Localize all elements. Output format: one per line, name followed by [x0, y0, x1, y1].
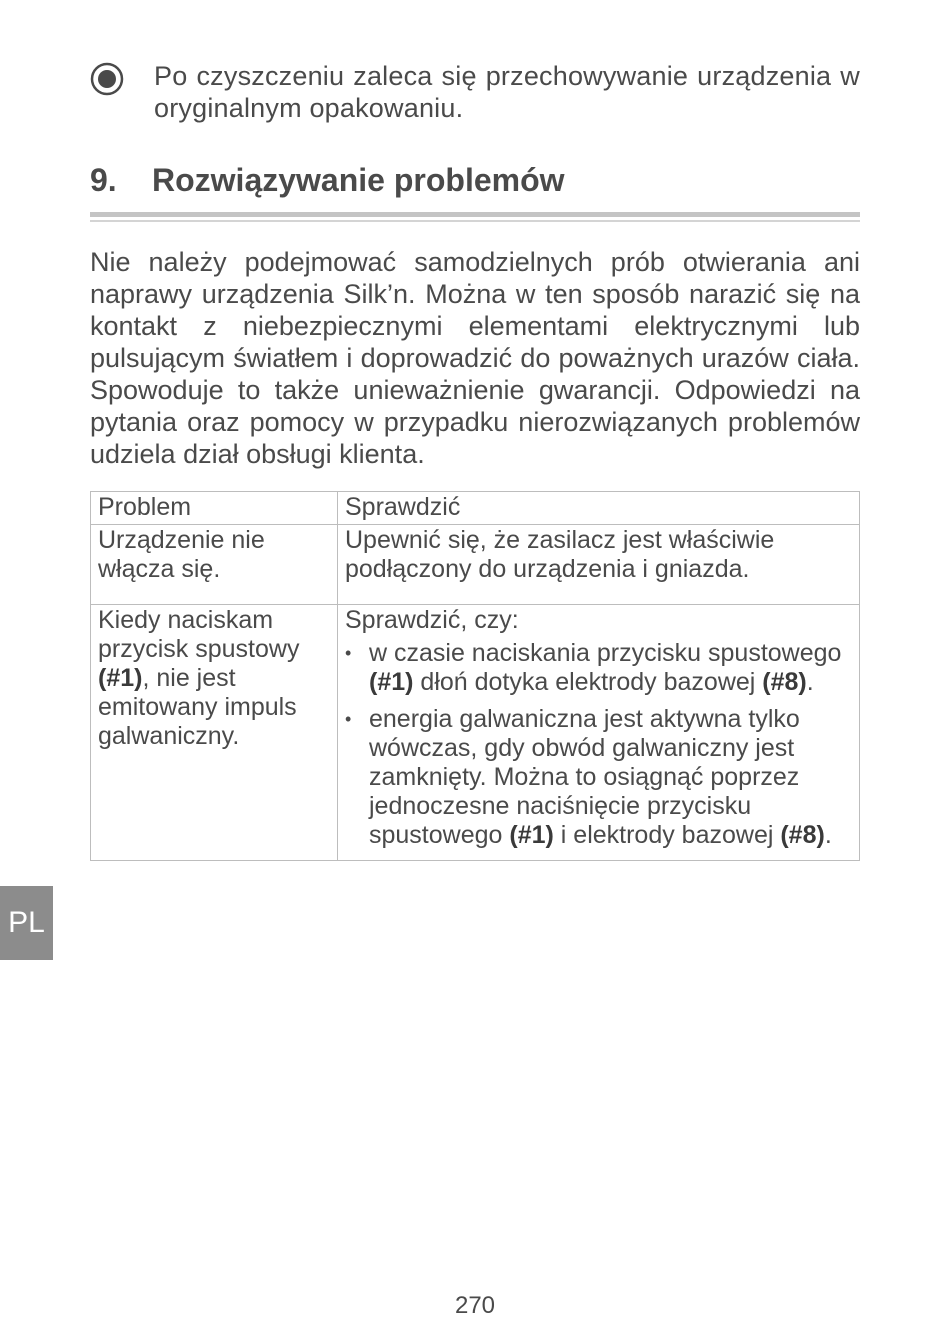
table-row — [91, 605, 860, 861]
check-list — [345, 639, 852, 850]
part-ref: (#8) — [762, 668, 807, 696]
header-problem: Problem — [91, 492, 338, 525]
bullet-text: w czasie naciskania przycisku spustowego — [369, 639, 842, 667]
check-cell: Upewnić się, że zasilacz jest właściwie podłączony do urządzenia i gniazda. — [338, 525, 860, 605]
intro-paragraph: Nie należy podejmować samodzielnych prób otwierania ani naprawy urządzenia Silk’n. Można w ten sposób narazić się na kontakt z niebezpiecznymi elementami elektrycznymi lub pulsującym światłem i doprowadzić do poważnych urazów ciała. Spowoduje to także unieważnienie gwarancji. Odpowiedzi na pytania oraz pomocy w przypadku nierozwiązanych problemów udziela dział obsługi klienta. — [90, 247, 860, 469]
bullet-text: . — [824, 821, 832, 849]
list-item — [345, 705, 852, 850]
storage-note-text: Po czyszczeniu zaleca się przechowywanie urządzenia w oryginalnym opakowaniu. — [154, 61, 860, 123]
problem-cell: Urządzenie nie włącza się. — [91, 525, 338, 605]
check-cell — [338, 605, 860, 861]
table-header-row — [91, 492, 860, 525]
part-ref: (#1) — [98, 664, 143, 692]
problem-text: , nie jest emitowany impuls galwaniczny. — [98, 664, 297, 750]
part-ref: (#8) — [780, 821, 825, 849]
table-row — [91, 525, 860, 605]
troubleshooting-table — [90, 491, 860, 861]
part-ref: (#1) — [509, 821, 554, 849]
bullet-text: dłoń dotyka elektrody bazowej — [413, 668, 763, 696]
radio-target-icon — [90, 62, 124, 96]
list-item — [345, 639, 852, 697]
section-title: Rozwiązywanie problemów — [152, 162, 565, 198]
bullet-text: energia galwaniczna jest aktywna tylko wówczas, gdy obwód galwaniczny jest zamknięty. Można to osiągnąć poprzez jednoczesne naciśnięcie przycisku spustowego — [369, 705, 800, 849]
section-heading — [90, 162, 860, 199]
problem-cell — [91, 605, 338, 861]
heading-rule-thin — [90, 220, 860, 222]
language-tab: PL — [0, 886, 53, 960]
problem-text: Kiedy naciskam przycisk spustowy — [98, 606, 300, 663]
check-intro: Sprawdzić, czy: — [345, 606, 519, 634]
header-check: Sprawdzić — [338, 492, 860, 525]
page-number: 270 — [454, 1292, 496, 1319]
heading-rule — [90, 212, 860, 217]
bullet-text: . — [806, 668, 814, 696]
part-ref: (#1) — [369, 668, 414, 696]
storage-note — [90, 60, 860, 124]
bullet-text: i elektrody bazowej — [553, 821, 781, 849]
section-number: 9. — [90, 162, 117, 198]
